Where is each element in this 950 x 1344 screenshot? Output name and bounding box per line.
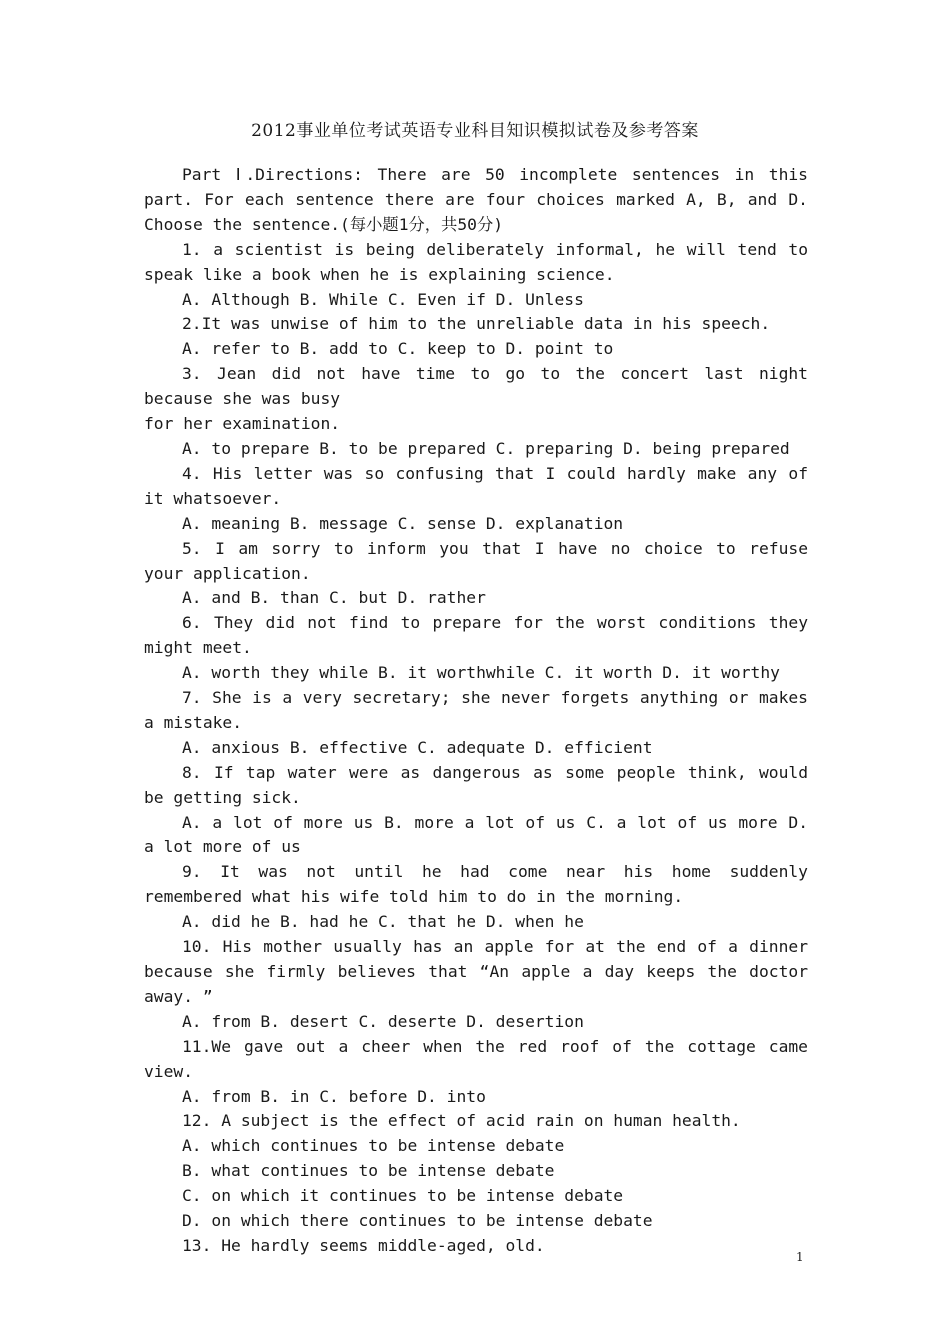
question-option: B. what continues to be intense debate [182,1161,555,1181]
question-options: A. meaning B. message C. sense D. explanation [182,513,624,533]
document-title: 2012事业单位考试英语专业科目知识模拟试卷及参考答案 [251,121,699,141]
question-options: A. anxious B. effective C. adequate D. efficient [182,737,653,757]
question-stem: 6. They did not find to prepare for the worst conditions they might meet. [144,613,808,658]
directions-paragraph: Part Ⅰ.Directions: There are 50 incomplete sentences in this part. For each sentence there are four choices marked A, B, and D. Choose the sentence.(每小题1分，共50分) [144,165,808,234]
question-options: A. worth they while B. it worthwhile C. it worth D. it worthy [182,663,780,683]
question-options: A. Although B. While C. Even if D. Unless [182,289,584,309]
page-number: 1 [796,1250,804,1264]
question-stem: 7. She is a very secretary; she never forgets anything or makes a mistake. [144,688,808,732]
question-stem: 1. a scientist is being deliberately informal, he will tend to speak like a book when he is explaining science. [144,239,808,284]
question-stem: 10. His mother usually has an apple for at the end of a dinner because she firmly believes that “An apple a day keeps the doctor away. ” [144,937,808,1006]
question-options: A. from B. in C. before D. into [182,1086,486,1106]
question-stem: 9. It was not until he had come near his home suddenly remembered what his wife told him to do in the morning. [144,862,808,907]
question-stem: 3. Jean did not have time to go to the concert last night because she was busy [144,364,808,409]
question-options: A. and B. than C. but D. rather [182,588,486,608]
question-option: A. which continues to be intense debate [182,1136,565,1156]
question-stem: 8. If tap water were as dangerous as some people think, would be getting sick. [144,762,808,807]
document-body [144,163,808,1259]
question-options: A. to prepare B. to be prepared C. preparing D. being prepared [182,438,790,458]
question-stem: 11.We gave out a cheer when the red roof of the cottage came view. [144,1036,808,1081]
question-stem: 2.It was unwise of him to the unreliable data in his speech. [182,314,771,334]
question-stem: 13. He hardly seems middle-aged, old. [182,1235,545,1255]
question-options: A. refer to B. add to C. keep to D. point to [182,339,614,359]
question-stem: 4. His letter was so confusing that I could hardly make any of it whatsoever. [144,463,808,508]
question-stem-continued: for her examination. [144,414,341,434]
question-options: A. a lot of more us B. more a lot of us C. a lot of us more D. a lot more of us [144,812,808,857]
question-option: D. on which there continues to be intense debate [182,1211,653,1231]
question-options: A. from B. desert C. deserte D. desertion [182,1011,584,1031]
question-stem: 5. I am sorry to inform you that I have no choice to refuse your application. [144,538,808,583]
question-stem: 12. A subject is the effect of acid rain on human health. [182,1111,741,1131]
question-option: C. on which it continues to be intense debate [182,1186,624,1206]
question-options: A. did he B. had he C. that he D. when he [182,912,584,932]
